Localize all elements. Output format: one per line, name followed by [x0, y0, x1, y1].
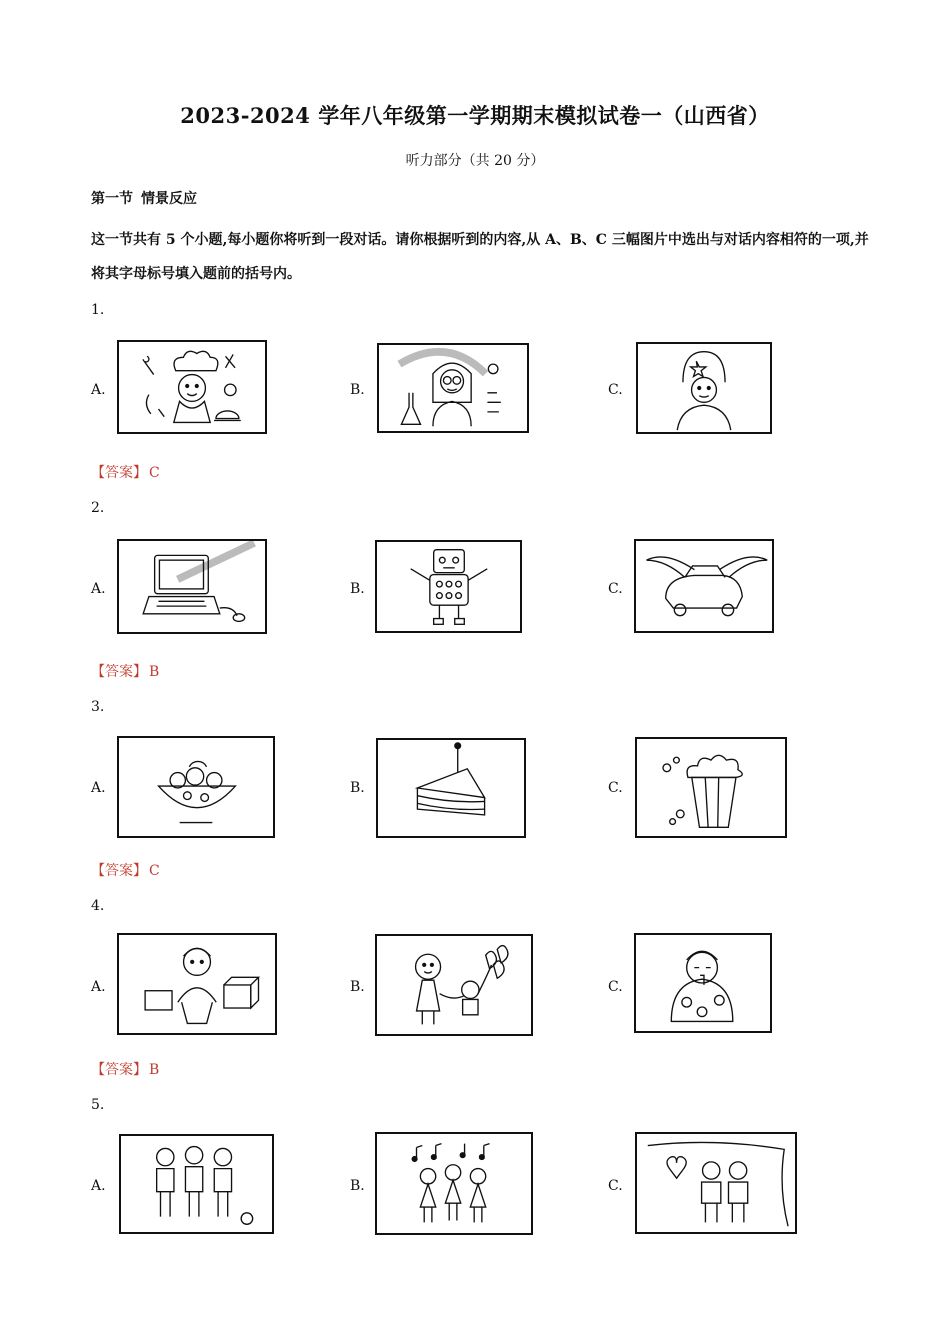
pilot-woman-icon[interactable] — [636, 342, 772, 434]
question-number: 5. — [91, 1097, 105, 1113]
option-label-c: C. — [608, 780, 623, 796]
answer-tag: 【答案】 — [91, 863, 147, 879]
popcorn-icon[interactable] — [635, 737, 787, 838]
answer-value: C — [149, 465, 160, 481]
answer-tag: 【答案】 — [91, 664, 147, 680]
answer-line — [91, 1059, 159, 1079]
option-label-b: B. — [350, 1178, 365, 1194]
answer-value: B — [149, 664, 160, 680]
option-label-a: A. — [91, 581, 106, 597]
singing-girls-icon[interactable] — [375, 1132, 533, 1235]
answer-line — [91, 860, 160, 880]
option-label-a: A. — [91, 382, 106, 398]
fruit-salad-icon[interactable] — [117, 736, 275, 838]
robot-icon[interactable] — [375, 540, 522, 633]
answer-tag: 【答案】 — [91, 1062, 147, 1078]
answer-value: B — [149, 1062, 160, 1078]
option-label-b: B. — [350, 780, 365, 796]
couple-icon[interactable] — [635, 1132, 797, 1234]
question-number: 1. — [91, 302, 105, 318]
chef-girl-icon[interactable] — [117, 340, 267, 434]
question-number: 4. — [91, 898, 105, 914]
question-number: 2. — [91, 500, 105, 516]
answer-value: C — [149, 863, 160, 879]
football-boys-icon[interactable] — [119, 1134, 274, 1234]
answer-line — [91, 661, 159, 681]
option-label-a: A. — [91, 1178, 106, 1194]
section-instruction: 这一节共有 5 个小题,每小题你将听到一段对话。请你根据听到的内容,从 A、B、C 三幅图片中选出与对话内容相符的一项,并将其字母标号填入题前的括号内。 — [91, 232, 869, 282]
section-subtitle: 听力部分（共 20 分） — [405, 153, 545, 169]
option-label-b: B. — [350, 581, 365, 597]
question-number: 3. — [91, 699, 105, 715]
girl-with-balloons-icon[interactable] — [375, 934, 533, 1036]
packing-boy-icon[interactable] — [117, 933, 277, 1035]
laptop-icon[interactable] — [117, 539, 267, 634]
scientist-woman-icon[interactable] — [377, 343, 529, 433]
flying-car-icon[interactable] — [634, 539, 774, 633]
section-heading — [91, 188, 197, 208]
option-label-b: B. — [350, 979, 365, 995]
option-label-a: A. — [91, 979, 106, 995]
option-label-c: C. — [608, 382, 623, 398]
section-number: 第一节 — [91, 191, 133, 207]
option-label-c: C. — [608, 581, 623, 597]
section-name: 情景反应 — [141, 191, 197, 207]
option-label-c: C. — [608, 979, 623, 995]
page-title: 2023-2024 学年八年级第一学期期末模拟试卷一（山西省） — [180, 103, 770, 128]
sick-boy-icon[interactable] — [634, 933, 772, 1033]
option-label-b: B. — [350, 382, 365, 398]
option-label-a: A. — [91, 780, 106, 796]
option-label-c: C. — [608, 1178, 623, 1194]
answer-tag: 【答案】 — [91, 465, 147, 481]
sandwich-icon[interactable] — [376, 738, 526, 838]
answer-line — [91, 462, 160, 482]
